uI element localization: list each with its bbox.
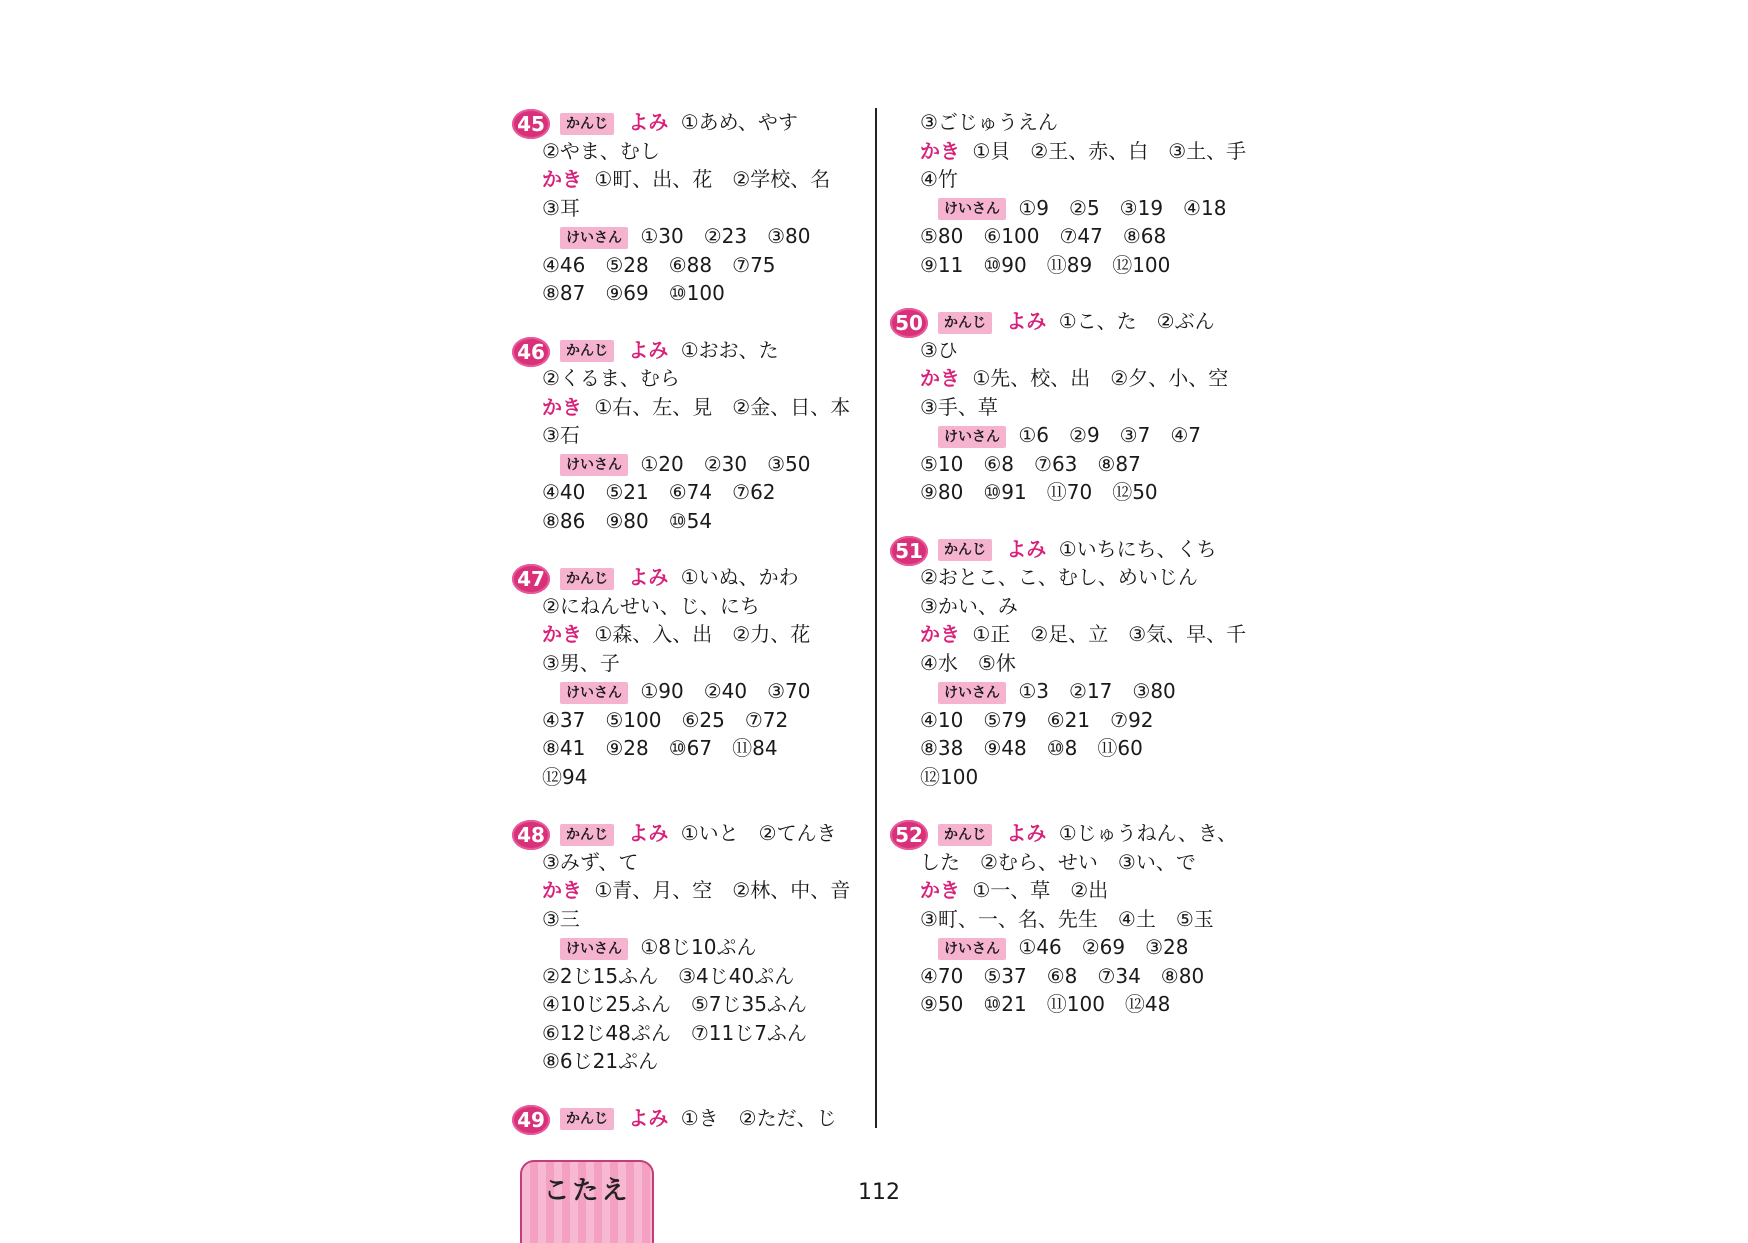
yomi-answer-cont: ②おとこ、こ、むし、めいじん xyxy=(920,565,1198,589)
keisan-answer: ①3 ②17 ③80 xyxy=(1018,679,1176,703)
yomi-label: よみ xyxy=(1006,309,1047,333)
kaki-label: かき xyxy=(920,622,960,646)
kaki-answer-cont: ③町、一、名、先生 ④土 ⑤玉 xyxy=(920,906,1214,931)
kaki-label: かき xyxy=(542,878,582,902)
yomi-answer: ①あめ、やす xyxy=(680,110,798,134)
keisan-answer: ①8じ10ぷん xyxy=(640,935,757,959)
right-column xyxy=(890,108,1270,1047)
keisan-answer-cont: ⑫100 xyxy=(920,764,979,789)
kanji-tag: かんじ xyxy=(938,824,992,846)
yomi-label: よみ xyxy=(628,337,669,362)
keisan-tag: けいさん xyxy=(938,426,1006,448)
question-number-badge: 48 xyxy=(512,820,550,850)
yomi-answer-cont: ③みず、て xyxy=(542,849,639,874)
kaki-answer-cont: ③手、草 xyxy=(920,394,998,419)
kaki-answer: ①正 ②足、立 ③気、早、千 xyxy=(972,622,1247,646)
kaki-label: かき xyxy=(920,366,960,390)
question-number-badge: 50 xyxy=(890,308,928,338)
yomi-answer-cont: ②くるま、むら xyxy=(542,366,680,390)
yomi-answer-cont: ②やま、むし xyxy=(542,138,660,163)
keisan-tag: けいさん xyxy=(560,938,628,960)
answer-48 xyxy=(512,819,872,1076)
keisan-answer: ①90 ②40 ③70 xyxy=(640,679,811,703)
keisan-tag: けいさん xyxy=(938,938,1006,960)
question-number-badge: 47 xyxy=(512,564,550,594)
keisan-answer: ①6 ②9 ③7 ④7 xyxy=(1018,423,1201,447)
keisan-answer-cont: ④46 ⑤28 ⑥88 ⑦75 xyxy=(542,252,776,277)
keisan-answer-cont: ⑧86 ⑨80 ⑩54 xyxy=(542,508,713,533)
answer-49 xyxy=(512,1104,872,1133)
kanji-tag: かんじ xyxy=(938,539,992,561)
kaki-answer-cont: ③石 xyxy=(542,423,580,447)
kaki-answer: ①森、入、出 ②力、花 xyxy=(594,622,811,646)
kaki-answer: ①先、校、出 ②夕、小、空 xyxy=(972,366,1229,390)
yomi-answer-cont: した ②むら、せい ③い、で xyxy=(920,849,1196,874)
keisan-answer-cont: ②2じ15ふん ③4じ40ぷん xyxy=(542,963,795,988)
keisan-answer-cont: ⑧6じ21ぷん xyxy=(542,1049,659,1073)
kaki-answer-cont: ③耳 xyxy=(542,195,580,220)
answer-45 xyxy=(512,108,872,308)
kanji-tag: かんじ xyxy=(560,113,614,135)
kaki-answer: ①町、出、花 ②学校、名 xyxy=(594,167,831,191)
kanji-tag: かんじ xyxy=(560,568,614,590)
kaki-label: かき xyxy=(920,878,960,902)
keisan-answer-cont: ④70 ⑤37 ⑥8 ⑦34 ⑧80 xyxy=(920,963,1205,988)
yomi-answer: ①じゅうねん、き、 xyxy=(1058,821,1238,845)
kaki-answer-cont: ④水 ⑤休 xyxy=(920,650,1016,675)
kanji-tag: かんじ xyxy=(560,340,614,362)
yomi-label: よみ xyxy=(628,1105,669,1130)
yomi-answer: ①おお、た xyxy=(680,337,779,362)
keisan-tag: けいさん xyxy=(560,454,628,476)
keisan-answer-cont: ⑤80 ⑥100 ⑦47 ⑧68 xyxy=(920,224,1167,248)
question-number-badge: 52 xyxy=(890,820,928,850)
keisan-tag: けいさん xyxy=(560,682,628,704)
yomi-label: よみ xyxy=(628,565,669,589)
question-number-badge: 49 xyxy=(512,1105,550,1135)
keisan-answer-cont: ④40 ⑤21 ⑥74 ⑦62 xyxy=(542,480,776,504)
question-number-badge: 51 xyxy=(890,536,928,566)
yomi-answer-cont: ③ひ xyxy=(920,337,958,362)
keisan-answer-cont: ⑨11 ⑩90 ⑪89 ⑫100 xyxy=(920,252,1171,277)
yomi-answer-cont: ②にねんせい、じ、にち xyxy=(542,593,760,618)
keisan-answer: ①30 ②23 ③80 xyxy=(640,224,811,248)
answer-46 xyxy=(512,336,872,536)
yomi-label: よみ xyxy=(1006,821,1047,845)
yomi-label: よみ xyxy=(628,110,669,134)
yomi-answer: ①いと ②てんき xyxy=(680,821,837,845)
kanji-tag: かんじ xyxy=(560,824,614,846)
keisan-answer-cont: ⑧38 ⑨48 ⑩8 ⑪60 xyxy=(920,736,1143,760)
answer-49-continued xyxy=(890,108,1270,279)
keisan-answer-cont: ⑧87 ⑨69 ⑩100 xyxy=(542,281,725,305)
answers-tab-label: こたえ xyxy=(543,1176,631,1206)
kaki-label: かき xyxy=(542,167,582,191)
keisan-answer-cont: ④10じ25ふん ⑤7じ35ふん xyxy=(542,992,807,1016)
keisan-tag: けいさん xyxy=(560,227,628,249)
question-number-badge: 45 xyxy=(512,109,550,139)
keisan-answer-cont: ⑧41 ⑨28 ⑩67 ⑪84 xyxy=(542,736,778,760)
keisan-answer: ①20 ②30 ③50 xyxy=(640,451,811,476)
keisan-answer-cont: ⑤10 ⑥8 ⑦63 ⑧87 xyxy=(920,451,1141,476)
answer-50 xyxy=(890,307,1270,507)
answer-52 xyxy=(890,819,1270,1019)
yomi-label: よみ xyxy=(1006,536,1047,561)
keisan-answer-cont: ⑨50 ⑩21 ⑪100 ⑫48 xyxy=(920,992,1171,1016)
yomi-answer: ①こ、た ②ぶん xyxy=(1058,309,1215,333)
question-number-badge: 46 xyxy=(512,337,550,367)
column-divider xyxy=(875,108,877,1128)
kanji-tag: かんじ xyxy=(938,312,992,334)
yomi-answer: ①いちにち、くち xyxy=(1058,536,1217,561)
kaki-label: かき xyxy=(542,622,582,646)
kaki-answer: ①一、草 ②出 xyxy=(972,878,1109,902)
keisan-answer-cont: ⑨80 ⑩91 ⑪70 ⑫50 xyxy=(920,480,1158,504)
yomi-answer-cont: ③かい、み xyxy=(920,593,1018,618)
kaki-answer: ①青、月、空 ②林、中、音 xyxy=(594,878,851,902)
keisan-answer: ①9 ②5 ③19 ④18 xyxy=(1018,195,1227,220)
answer-47 xyxy=(512,563,872,791)
kaki-answer-cont: ③三 xyxy=(542,906,580,931)
kaki-label: かき xyxy=(542,394,582,419)
yomi-answer: ①いぬ、かわ xyxy=(680,565,799,589)
kanji-tag: かんじ xyxy=(560,1108,614,1130)
answers-tab xyxy=(520,1160,654,1243)
left-column xyxy=(512,108,872,1160)
keisan-answer-cont: ④37 ⑤100 ⑥25 ⑦72 xyxy=(542,707,789,732)
yomi-answer: ①き ②ただ、じ xyxy=(680,1105,837,1130)
answer-51 xyxy=(890,535,1270,792)
keisan-answer: ①46 ②69 ③28 xyxy=(1018,935,1189,959)
keisan-answer-cont: ④10 ⑤79 ⑥21 ⑦92 xyxy=(920,707,1154,732)
keisan-tag: けいさん xyxy=(938,682,1006,704)
kaki-answer: ①貝 ②王、赤、白 ③土、手 xyxy=(972,138,1247,163)
kaki-answer: ①右、左、見 ②金、日、本 xyxy=(594,394,851,419)
kaki-answer-cont: ③男、子 xyxy=(542,650,620,675)
yomi-answer-cont: ③ごじゅうえん xyxy=(920,110,1058,134)
keisan-answer-cont: ⑫94 xyxy=(542,764,588,789)
keisan-tag: けいさん xyxy=(938,198,1006,220)
kaki-label: かき xyxy=(920,138,960,163)
kaki-answer-cont: ④竹 xyxy=(920,167,958,191)
page-number: 112 xyxy=(858,1180,900,1205)
keisan-answer-cont: ⑥12じ48ぷん ⑦11じ7ふん xyxy=(542,1020,807,1045)
yomi-label: よみ xyxy=(628,821,669,845)
